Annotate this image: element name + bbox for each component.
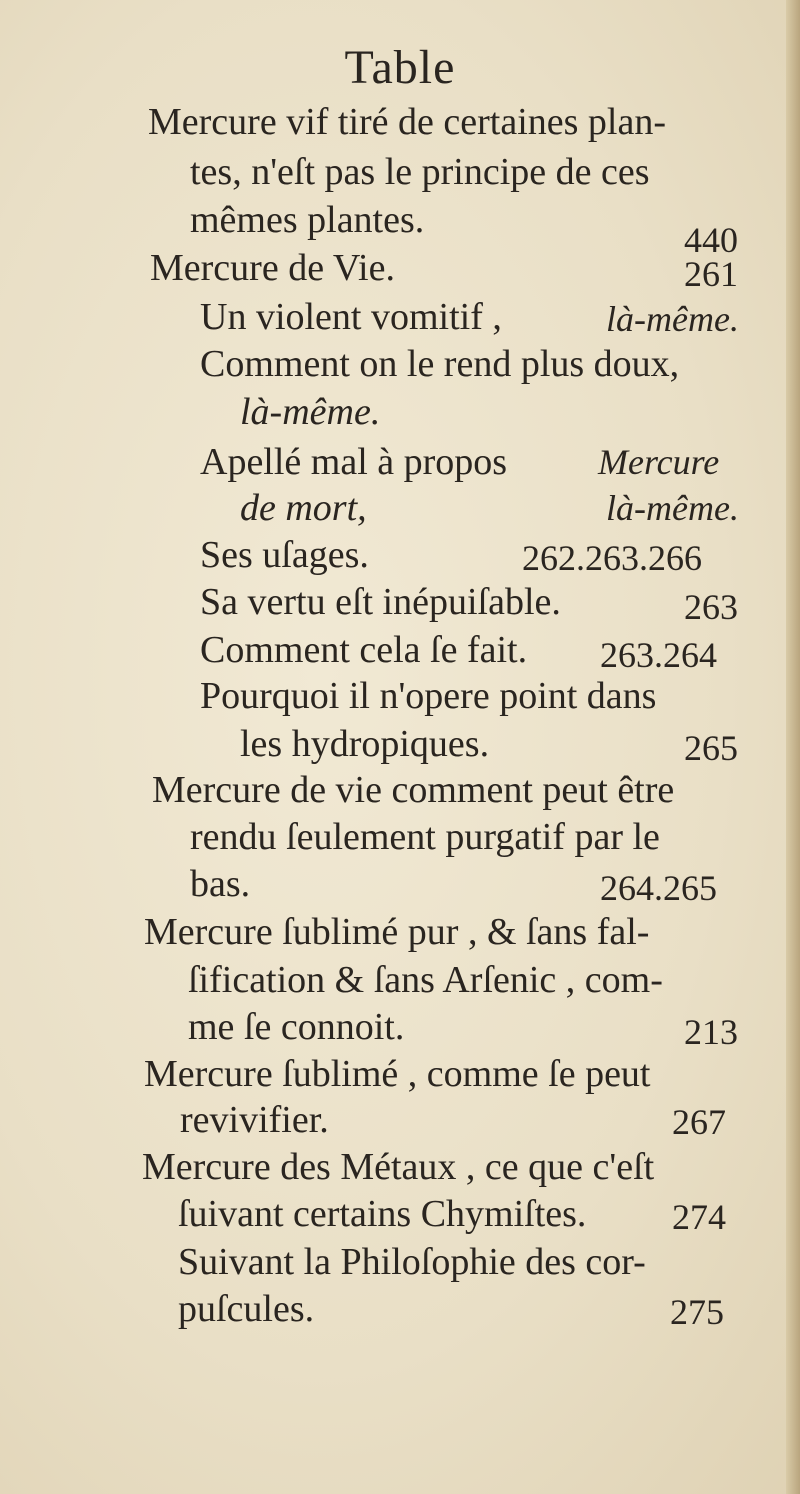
index-line: Suivant la Philoſophie des cor- [178, 1241, 646, 1283]
page-number: 263 [684, 587, 738, 627]
index-line: Pourquoi il n'opere point dans [200, 675, 657, 717]
index-line: Mercure de vie comment peut être [152, 769, 675, 811]
index-line: Apellé mal à propos [200, 441, 508, 483]
index-line: puſcules. [178, 1288, 315, 1330]
page-number: 261 [684, 254, 738, 294]
page-number: 264.265 [600, 868, 717, 908]
index-line: Sa vertu eſt inépuiſable. [200, 581, 561, 623]
page-title: Table [344, 41, 456, 94]
index-line: Mercure des Métaux , ce que c'eſt [142, 1146, 655, 1188]
index-line: Mercure ſublimé , comme ſe peut [144, 1053, 651, 1095]
page-edge [786, 0, 800, 1494]
index-line: me ſe connoit. [188, 1006, 405, 1048]
index-line: là-même. [240, 391, 381, 433]
index-line: bas. [190, 863, 251, 905]
index-line: ſuivant certains Chymiſtes. [178, 1193, 587, 1235]
page-number: 275 [670, 1292, 724, 1332]
page-number: 440 [684, 220, 738, 260]
index-line: mêmes plantes. [190, 199, 425, 241]
index-line: Mercure vif tiré de certaines plan- [148, 101, 667, 143]
index-line: Mercure de Vie. [150, 247, 395, 289]
page-number: 265 [684, 728, 738, 768]
index-line: Comment cela ſe fait. [200, 629, 528, 671]
index-line: Un violent vomitif , [200, 296, 502, 338]
page-number: 262.263.266 [522, 538, 702, 578]
index-line: tes, n'eſt pas le principe de ces [190, 151, 650, 193]
index-line: ſification & ſans Arſenic , com- [188, 959, 663, 1001]
index-line: les hydropiques. [240, 723, 490, 765]
page-reference: là-même. [606, 299, 739, 339]
index-line: Mercure ſublimé pur , & ſans fal- [144, 911, 650, 953]
index-line: Comment on le rend plus doux, [200, 343, 680, 385]
page-number: 263.264 [600, 635, 717, 675]
page-number: 213 [684, 1012, 738, 1052]
index-line: revivifier. [180, 1099, 329, 1141]
page-number: 267 [672, 1102, 726, 1142]
index-line: rendu ſeulement purgatif par le [190, 816, 660, 858]
line-tail: Mercure [598, 442, 720, 482]
index-line: de mort, [240, 487, 367, 529]
index-line: Ses uſages. [200, 534, 369, 576]
page-number: 274 [672, 1197, 726, 1237]
page-reference: là-même. [606, 488, 739, 528]
